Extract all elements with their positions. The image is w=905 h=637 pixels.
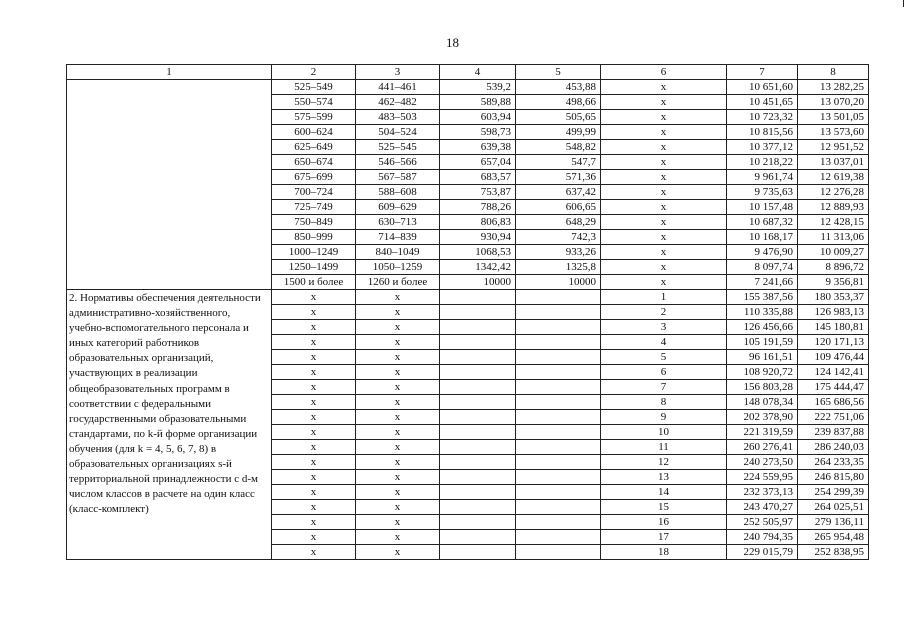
table-row [67,80,869,95]
table-cell: х [601,95,727,110]
table-cell: х [601,185,727,200]
table-cell: 504–524 [356,125,440,140]
table-cell [516,410,601,425]
table-cell: 1260 и более [356,275,440,290]
table-cell: х [272,380,356,395]
table-cell: 243 470,27 [727,500,798,515]
table-cell: х [356,470,440,485]
table-cell: 589,88 [440,95,516,110]
table-cell: 683,57 [440,170,516,185]
table-cell: 441–461 [356,80,440,95]
table-cell: 18 [601,545,727,560]
table-cell: 9 [601,410,727,425]
table-row [67,290,869,305]
table-cell: х [601,80,727,95]
table-cell: 639,38 [440,140,516,155]
table-cell [440,485,516,500]
table-cell: 12 [601,455,727,470]
table-cell [440,365,516,380]
table-cell: 1 [601,290,727,305]
table-cell [440,515,516,530]
table-cell: х [356,365,440,380]
table-cell: 232 373,13 [727,485,798,500]
table-cell: 788,26 [440,200,516,215]
table-cell: 657,04 [440,155,516,170]
table-cell: 96 161,51 [727,350,798,365]
table-cell: 1500 и более [272,275,356,290]
table-cell: 165 686,56 [798,395,869,410]
table-cell: 630–713 [356,215,440,230]
table-cell: 462–482 [356,95,440,110]
table-cell: 180 353,37 [798,290,869,305]
table-cell: 505,65 [516,110,601,125]
table-cell: х [356,530,440,545]
table-cell: 279 136,11 [798,515,869,530]
table-cell: 13 037,01 [798,155,869,170]
table-cell: 606,65 [516,200,601,215]
table-cell: 10000 [440,275,516,290]
table-cell: 9 961,74 [727,170,798,185]
table-cell [516,500,601,515]
table-cell [440,440,516,455]
table-cell [440,455,516,470]
table-cell: 286 240,03 [798,440,869,455]
table-cell: 148 078,34 [727,395,798,410]
table-cell [516,335,601,350]
table-cell: 753,87 [440,185,516,200]
table-cell [440,410,516,425]
table-cell: 229 015,79 [727,545,798,560]
table-cell: 2 [601,305,727,320]
table-cell: х [356,335,440,350]
table-cell: х [601,260,727,275]
table-cell [516,530,601,545]
table-cell: 17 [601,530,727,545]
table-cell: 930,94 [440,230,516,245]
table-cell: 10 009,27 [798,245,869,260]
table-cell: х [272,485,356,500]
table-cell [440,470,516,485]
table-cell: 8 896,72 [798,260,869,275]
table-cell [440,500,516,515]
table-cell: х [356,500,440,515]
table-cell: 264 025,51 [798,500,869,515]
table-cell: 16 [601,515,727,530]
table-body [67,80,869,560]
col-header: 4 [440,65,516,80]
table-cell: 9 735,63 [727,185,798,200]
table-cell: 10 451,65 [727,95,798,110]
table-cell: 650–674 [272,155,356,170]
table-cell: 9 356,81 [798,275,869,290]
table-cell: 700–724 [272,185,356,200]
table-cell [440,545,516,560]
table-cell: х [356,380,440,395]
table-cell: 264 233,35 [798,455,869,470]
table-cell [516,290,601,305]
table-cell [440,395,516,410]
table-cell: 453,88 [516,80,601,95]
header-row [67,65,869,80]
table-cell: х [601,125,727,140]
table-cell [516,380,601,395]
table-cell: 254 299,39 [798,485,869,500]
table-cell: 124 142,41 [798,365,869,380]
table-cell: х [601,170,727,185]
table-cell: 265 954,48 [798,530,869,545]
table-cell: 240 273,50 [727,455,798,470]
table-cell: 13 070,20 [798,95,869,110]
table-cell: х [356,320,440,335]
table-cell: 625–649 [272,140,356,155]
table-cell: 10 651,60 [727,80,798,95]
table-cell: х [356,305,440,320]
table-cell: х [272,530,356,545]
table-cell: 126 983,13 [798,305,869,320]
table-cell [440,380,516,395]
table-cell: х [601,155,727,170]
table-cell: х [356,290,440,305]
table-cell: 9 476,90 [727,245,798,260]
col-header: 2 [272,65,356,80]
table-cell: х [601,215,727,230]
col-header: 1 [67,65,272,80]
table-cell: 13 573,60 [798,125,869,140]
table-cell: 5 [601,350,727,365]
table-cell: 10 723,32 [727,110,798,125]
table-cell: х [272,305,356,320]
table-cell: 175 444,47 [798,380,869,395]
table-cell: 598,73 [440,125,516,140]
table-cell: 742,3 [516,230,601,245]
col-header: 7 [727,65,798,80]
table-cell: 525–549 [272,80,356,95]
table-cell: 11 313,06 [798,230,869,245]
table-cell [440,350,516,365]
table-cell: х [272,335,356,350]
table-cell: 12 951,52 [798,140,869,155]
table-cell: х [356,455,440,470]
table-cell: х [272,350,356,365]
table-cell: 840–1049 [356,245,440,260]
table-cell: 221 319,59 [727,425,798,440]
table-cell [516,485,601,500]
table-cell: 10000 [516,275,601,290]
table-cell: х [601,200,727,215]
table-cell [440,305,516,320]
table-cell: 260 276,41 [727,440,798,455]
table-cell: х [601,110,727,125]
table-cell: 933,26 [516,245,601,260]
table-cell: 525–545 [356,140,440,155]
table-cell: 6 [601,365,727,380]
table-cell: 714–839 [356,230,440,245]
table-cell [516,440,601,455]
table-cell: 10 157,48 [727,200,798,215]
table-cell [440,320,516,335]
table-cell: 3 [601,320,727,335]
table-cell: х [272,545,356,560]
table-cell: 539,2 [440,80,516,95]
table-cell: 600–624 [272,125,356,140]
table-cell [516,395,601,410]
table-cell: х [601,230,727,245]
table-cell: 126 456,66 [727,320,798,335]
table-cell [440,335,516,350]
table-cell: х [272,425,356,440]
table-cell: х [356,425,440,440]
table-cell: 202 378,90 [727,410,798,425]
table-cell: 498,66 [516,95,601,110]
table-cell: 648,29 [516,215,601,230]
table-cell: х [272,410,356,425]
table-cell [516,470,601,485]
table-cell: 1250–1499 [272,260,356,275]
table-cell: 11 [601,440,727,455]
table-cell: 8 [601,395,727,410]
table-cell: 120 171,13 [798,335,869,350]
table-cell: х [272,365,356,380]
table-cell [516,455,601,470]
page-number: 18 [446,35,459,50]
table-cell: 637,42 [516,185,601,200]
table-cell: 239 837,88 [798,425,869,440]
table-cell: х [356,350,440,365]
corner-mark [903,0,904,7]
table-cell: х [356,485,440,500]
table-cell [516,365,601,380]
table-cell: 1000–1249 [272,245,356,260]
table-cell: 750–849 [272,215,356,230]
table-cell: 806,83 [440,215,516,230]
table-cell [440,530,516,545]
table-cell: х [272,440,356,455]
table-cell: 10 218,22 [727,155,798,170]
table-cell: 548,82 [516,140,601,155]
table-cell: х [356,545,440,560]
table-cell: 7 [601,380,727,395]
table-cell: 13 [601,470,727,485]
table-cell: 12 428,15 [798,215,869,230]
table-cell: 588–608 [356,185,440,200]
section1-label-cell [67,80,272,290]
table-cell: 1050–1259 [356,260,440,275]
table-cell: х [272,500,356,515]
table-cell: х [601,275,727,290]
table-cell: 12 889,93 [798,200,869,215]
col-header: 5 [516,65,601,80]
table-cell: 10 [601,425,727,440]
table-cell: 15 [601,500,727,515]
table-cell: 109 476,44 [798,350,869,365]
table-cell: х [272,470,356,485]
table-cell: х [272,320,356,335]
norms-table [66,64,869,560]
table-cell [516,350,601,365]
table-cell: 252 838,95 [798,545,869,560]
col-header: 8 [798,65,869,80]
table-cell: 145 180,81 [798,320,869,335]
table-cell: 547,7 [516,155,601,170]
table-cell [440,425,516,440]
table-cell: 13 282,25 [798,80,869,95]
table-cell: 7 241,66 [727,275,798,290]
col-header: 6 [601,65,727,80]
table-cell: 12 276,28 [798,185,869,200]
table-cell [440,290,516,305]
table-cell: х [601,245,727,260]
table-cell: 550–574 [272,95,356,110]
table-cell: 12 619,38 [798,170,869,185]
table-cell [516,515,601,530]
table-cell: х [356,395,440,410]
table-cell: 110 335,88 [727,305,798,320]
table-cell [516,320,601,335]
table-cell: 1325,8 [516,260,601,275]
table-cell: х [356,515,440,530]
table-cell: 8 097,74 [727,260,798,275]
table-cell: 156 803,28 [727,380,798,395]
table-cell: 1068,53 [440,245,516,260]
table-cell: 571,36 [516,170,601,185]
table-cell: 499,99 [516,125,601,140]
table-cell: 224 559,95 [727,470,798,485]
table-cell: 546–566 [356,155,440,170]
table-cell: 10 168,17 [727,230,798,245]
table-cell: х [356,440,440,455]
table-cell: 246 815,80 [798,470,869,485]
table-cell: 14 [601,485,727,500]
table-cell: 575–599 [272,110,356,125]
table-cell: 240 794,35 [727,530,798,545]
table-cell: 13 501,05 [798,110,869,125]
table-cell: 567–587 [356,170,440,185]
table-cell: х [272,290,356,305]
table-cell: 10 815,56 [727,125,798,140]
table-cell: 105 191,59 [727,335,798,350]
table-cell: 1342,42 [440,260,516,275]
table-cell: х [272,395,356,410]
table-cell: х [272,515,356,530]
table-cell [516,545,601,560]
table-cell: 609–629 [356,200,440,215]
table-cell: 252 505,97 [727,515,798,530]
section2-description: 2. Нормативы обеспечения деятельности административно-хозяйственного, учебно-вспомогательного персонала и иных категорий работников образовательных организаций, участвующих в реализации общеобразовательных программ в соответствии с федеральными государственными образовательными стандартами, по k-й форме организации обучения (для k = 4, 5, 6, 7, 8) в образовательных организациях s-й территориальной принадлежности с d-м числом классов в расчете на один класс (класс-комплект) [67,290,272,560]
table-cell: 850–999 [272,230,356,245]
table-cell: 483–503 [356,110,440,125]
table-cell: 108 920,72 [727,365,798,380]
col-header: 3 [356,65,440,80]
table-cell: 675–699 [272,170,356,185]
table-cell [516,425,601,440]
table-cell: х [356,410,440,425]
table-cell: 222 751,06 [798,410,869,425]
table-cell: 4 [601,335,727,350]
table-cell [516,305,601,320]
table-cell: х [272,455,356,470]
table-cell: 10 687,32 [727,215,798,230]
table-cell: 10 377,12 [727,140,798,155]
table-cell: 603,94 [440,110,516,125]
table-cell: х [601,140,727,155]
table-cell: 725–749 [272,200,356,215]
table-cell: 155 387,56 [727,290,798,305]
